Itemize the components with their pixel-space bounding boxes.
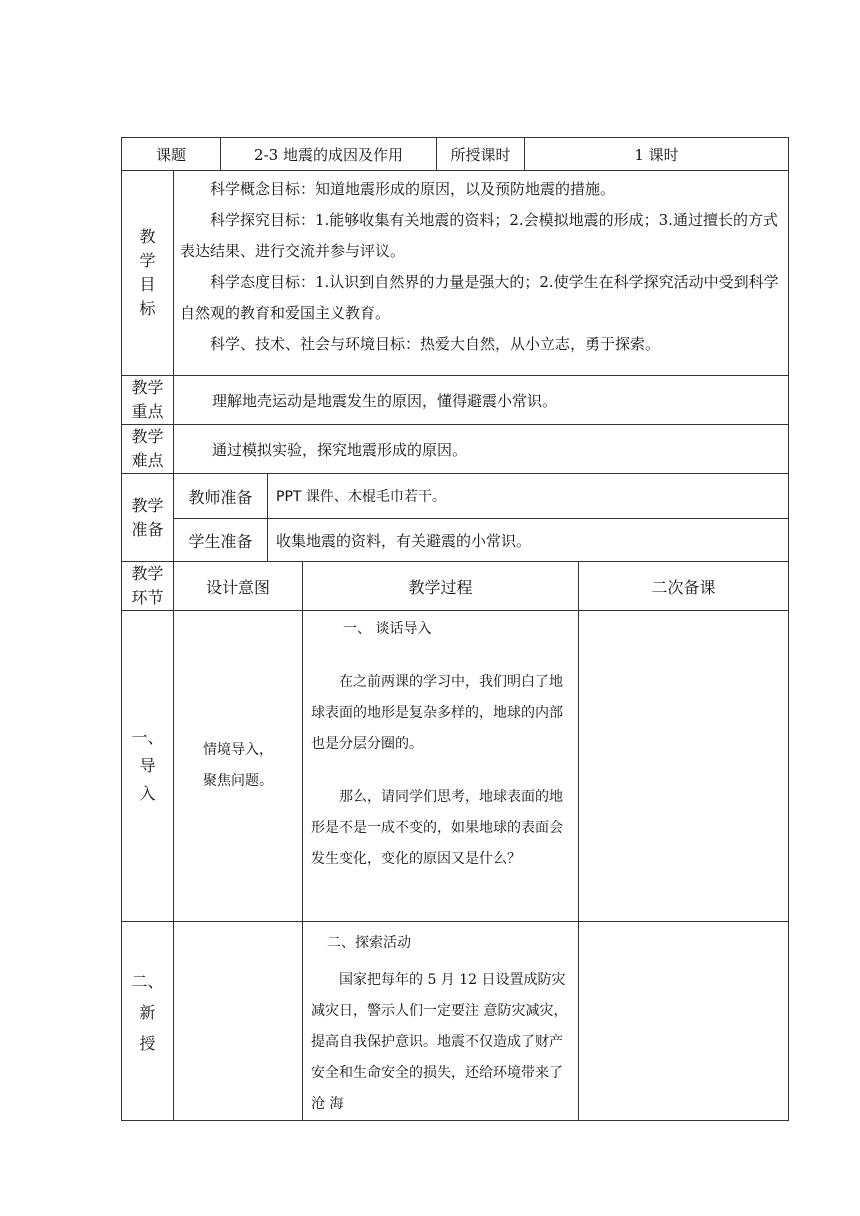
goals-content (174, 171, 789, 376)
stage-1-paragraph: 在之前两课的学习中，我们明白了地球表面的地形是复杂多样的，地球的内部也是分层分圈的。 (311, 674, 563, 752)
stage-2-label (122, 922, 174, 1121)
preparation-label-text: 教学 准备 (131, 495, 164, 539)
stage-header-text: 教学 环节 (131, 564, 164, 607)
spacer (303, 760, 578, 782)
stage-1-paragraph: 那么，请同学们思考，地球表面的地形是不是一成不变的，如果地球的表面会发生变化，变化的原因又是什么？ (311, 789, 563, 867)
stage-1-process (303, 611, 579, 922)
process-header: 教学过程 (303, 562, 579, 611)
stage-2-second-prep (579, 922, 789, 1121)
intent-header: 设计意图 (174, 562, 303, 611)
teacher-prep-value (268, 474, 789, 519)
teacher-prep-text: PPT 课件、木棍毛巾若干。 (276, 489, 446, 505)
stage-2-label-text: 二、 新 授 (131, 972, 164, 1053)
goal-line: 科学态度目标：1.认识到自然界的力量是强大的；2.使学生在科学探究活动中受到科学自然观的教育和爱国主义教育。 (180, 273, 779, 322)
key-points-label (122, 376, 174, 425)
stage-1-intent-text: 情境导入， 聚焦问题。 (203, 742, 273, 789)
topic-value: 2-3 地震的成因及作用 (221, 138, 437, 171)
stage-2-title: 二、探索活动 (327, 935, 411, 951)
key-points-label-text: 教学 重点 (131, 378, 164, 421)
topic-label: 课题 (122, 138, 221, 171)
student-prep-label: 学生准备 (174, 519, 268, 562)
hours-value: 1 课时 (525, 138, 789, 171)
preparation-label (122, 474, 174, 562)
teacher-prep-label: 教师准备 (174, 474, 268, 519)
goal-line: 科学概念目标：知道地震形成的原因，以及预防地震的措施。 (210, 180, 616, 198)
difficulties-text: 通过模拟实验，探究地震形成的原因。 (174, 425, 789, 474)
stage-2-intent (174, 922, 303, 1121)
spacer (303, 645, 578, 667)
student-prep-value: 收集地震的资料，有关避震的小常识。 (268, 519, 789, 562)
stage-header (122, 562, 174, 611)
key-points-text: 理解地壳运动是地震发生的原因，懂得避震小常识。 (174, 376, 789, 425)
difficulties-label-text: 教学 难点 (131, 427, 164, 470)
second-prep-header: 二次备课 (579, 562, 789, 611)
goals-label (122, 171, 174, 376)
stage-2-paragraph: 国家把每年的 5 月 12 日设置成防灾减灾日，警示人们一定要注 意防灾减灾，提高自我保护意识。地震不仅造成了财产安全和生命安全的损失，还给环境带来了沧 海 (311, 972, 568, 1112)
stage-1-label-text: 一、 导 入 (131, 728, 164, 803)
stage-1-intent (174, 611, 303, 922)
header-table (121, 137, 789, 171)
hours-label: 所授课时 (437, 138, 525, 171)
stage-1-second-prep (579, 611, 789, 922)
goal-line: 科学、技术、社会与环境目标：热爱大自然，从小立志，勇于探索。 (210, 335, 661, 353)
main-table (121, 170, 789, 1121)
difficulties-label (122, 425, 174, 474)
stage-1-label (122, 611, 174, 922)
goal-line: 科学探究目标：1.能够收集有关地震的资料；2.会模拟地震的形成；3.通过擅长的方式表达结果、进行交流并参与评议。 (180, 211, 778, 260)
stage-2-process (303, 922, 579, 1121)
goals-label-text: 教 学 目 标 (139, 227, 156, 318)
stage-1-title: 一、 谈话导入 (343, 621, 432, 637)
